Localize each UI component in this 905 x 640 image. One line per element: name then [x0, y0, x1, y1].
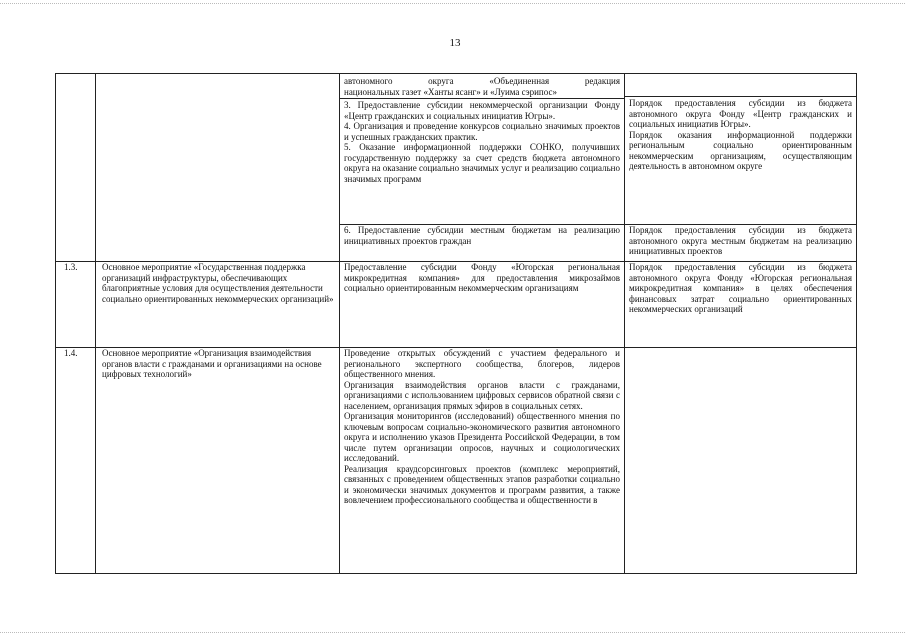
table-row: [56, 262, 857, 348]
row-title: [96, 74, 340, 262]
row-documents: [625, 262, 857, 348]
row-documents: [625, 74, 857, 225]
activity-text: 5. Оказание информационной поддержки СОНКО, получивших государственную поддержку за счет средств бюджета автономного округа на оказание социально значимых услуг и реализацию социально значимых программ: [344, 142, 620, 184]
page-number: 13: [449, 37, 461, 49]
activity-text: национальных газет «Ханты ясанг» и «Луима сэрипос»: [340, 87, 624, 100]
table-row: [56, 74, 857, 225]
row-number: 1.3.: [56, 262, 96, 348]
document-text: Порядок предоставления субсидии из бюджета автономного округа местным бюджетам на реализацию инициативных проектов: [629, 225, 852, 256]
document-text: Порядок предоставления субсидии из бюджета автономного округа Фонду «Центр гражданских и социальных инициатив Югры».: [629, 98, 852, 129]
activity-text: 4. Организация и проведение конкурсов социально значимых проектов и успешных гражданских практик.: [344, 121, 620, 142]
activity-text: 6. Предоставление субсидии местным бюджетам на реализацию инициативных проектов граждан: [344, 225, 620, 246]
row-activities: [340, 348, 625, 574]
program-table: [55, 73, 857, 574]
activity-text: Проведение открытых обсуждений с участием федерального и регионального экспертного сообщества, блогеров, лидеров общественного мнения.: [344, 348, 620, 379]
row-activities: [340, 262, 625, 348]
row-title: Основное мероприятие «Организация взаимодействия органов власти с гражданами и организациями на основе цифровых технологий»: [96, 348, 340, 574]
document-text: Порядок предоставления субсидии из бюджета автономного округа Фонду «Югорская региональная микрокредитная компания» в целях обеспечения финансовых затрат социально ориентированных некоммерческих организаций: [629, 262, 852, 314]
row-activities: [340, 225, 625, 262]
activity-text: Предоставление субсидии Фонду «Югорская региональная микрокредитная компания» для предоставления микрозаймов социально ориентированным некоммерческим организациям: [344, 262, 620, 293]
row-documents: [625, 225, 857, 262]
activity-text: Реализация краудсорсинговых проектов (комплекс мероприятий, связанных с проведением общественных этапов разработки социально и экономически значимых документов и программ развития, а также вовлечением профессионального сообщества и общественности в: [344, 463, 620, 505]
table-row: [56, 348, 857, 574]
row-title: Основное мероприятие «Государственная поддержка организаций инфраструктуры, обеспечивающих благоприятные условия для осуществления деятельности социально ориентированных некоммерческих организаций»: [96, 262, 340, 348]
scan-top-edge: [0, 3, 905, 4]
document-text: [625, 76, 856, 97]
row-number: [56, 74, 96, 262]
scan-bottom-edge: [0, 632, 905, 633]
document-text: Порядок оказания информационной поддержки региональным социально ориентированным некоммерческим организациям, осуществляющим деятельность в автономном округе: [629, 129, 852, 171]
activity-text: Организация взаимодействия органов власти с гражданами, организациями с использованием цифровых сервисов обратной связи с населением, организация прямых эфиров в социальных сетях.: [344, 379, 620, 411]
row-activities: [340, 74, 625, 225]
activity-text: 3. Предоставление субсидии некоммерческой организации Фонду «Центр гражданских и социальных инициатив Югры».: [344, 100, 620, 121]
activity-text: Организация мониторингов (исследований) общественного мнения по ключевым вопросам социально-экономического развития автономного округа и исполнению указов Президента Российской Федерации, в том числе путем организации опросов, научных и социологических исследований.: [344, 411, 620, 463]
row-documents: [625, 348, 857, 574]
activity-text: автономного округа «Объединенная редакция: [344, 76, 620, 86]
row-number: 1.4.: [56, 348, 96, 574]
